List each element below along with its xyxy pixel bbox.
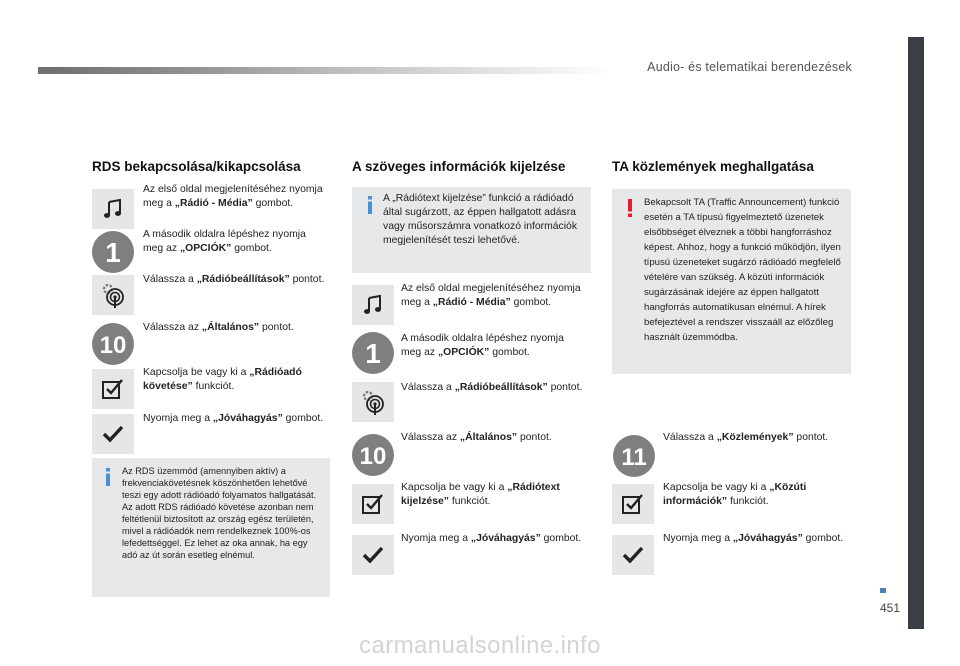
step-10-number: 10 [99,332,127,359]
col1-step-radio-settings: Válassza a „Rádióbeállítások” pontot. [143,274,325,285]
side-tab-strip [908,37,924,629]
step-1-number: 1 [105,237,121,268]
col2-step-radio-settings: Válassza a „Rádióbeállítások” pontot. [401,382,583,393]
toggle-checkbox-icon [612,484,654,524]
col1-info-text: Az RDS üzemmód (amennyiben aktív) a frekvenciakövetésnek köszönhetően lehetővé teszi egy adott rádióadó folyamatos hallgatását. Az adott RDS rádióadó követése azonban nem feltétlenül biztosított az ország egész területén, mivel a rádióadók nem rendelkeznek 100%-os lefedettséggel. Ez lehet az oka annak, ha egy adó az út során esetleg elnémul. [122,466,317,560]
col1-step-toggle: Kapcsolja be vagy ki a „Rádióadó követése” funkciót. [143,367,302,392]
col3-step-announcements: Válassza a „Közlemények” pontot. [663,432,829,443]
col2-step-radio-media: Az első oldal megjelenítéséhez nyomja meg a „Rádió - Média” gombot. [401,283,581,308]
step-10-number: 10 [359,443,387,470]
page-marker [880,588,886,593]
warning-icon [625,199,635,217]
col1-info-box [92,458,330,597]
col3-info-box [612,189,851,374]
step-1-icon [91,230,135,274]
step-10-icon [351,433,395,477]
header-gradient-bar [38,67,612,74]
col2-info-box [352,187,591,273]
watermark: carmanualsonline.info [359,632,601,659]
step-11-number: 11 [621,444,647,471]
music-note-icon [92,189,134,229]
checkmark-icon [352,535,394,575]
col2-step-general: Válassza az „Általános” pontot. [401,432,552,443]
step-1-number: 1 [365,338,381,369]
col2-step-confirm: Nyomja meg a „Jóváhagyás” gombot. [401,533,582,544]
page-number: 451 [879,601,900,615]
col2-title: A szöveges információk kijelzése [352,159,566,174]
step-10-icon [91,322,135,366]
radio-settings-icon [92,275,134,315]
col2-step-toggle: Kapcsolja be vagy ki a „Rádiótext kijelzése” funkciót. [401,482,560,507]
col1-title: RDS bekapcsolása/kikapcsolása [92,159,301,174]
info-icon [365,196,375,214]
col2-info-text: A „Rádiótext kijelzése” funkció a rádióadó által sugárzott, az éppen hallgatott adásra vagy műsorszámra vonatkozó információk megjelenítését teszi lehetővé. [383,193,578,246]
step-1-icon [351,331,395,375]
col1-step-options: A második oldalra lépéshez nyomja meg az „OPCIÓK” gombot. [143,229,306,254]
toggle-checkbox-icon [92,369,134,409]
toggle-checkbox-icon [352,484,394,524]
chapter-title: Audio- és telematikai berendezések [647,60,852,74]
col3-step-toggle: Kapcsolja be vagy ki a „Közúti információk” funkciót. [663,482,807,507]
col1-step-general: Válassza az „Általános” pontot. [143,322,294,333]
col1-step-confirm: Nyomja meg a „Jóváhagyás” gombot. [143,413,324,424]
checkmark-icon [92,414,134,454]
col3-info-text: Bekapcsolt TA (Traffic Announcement) funkció esetén a TA típusú figyelmeztető üzenetek elsőbbséget élveznek a többi hangforráshoz képest. Ahhoz, hogy a funkció működjön, ilyen típusú üzeneteket sugárzó rádióadó megfelelő vételére van szükség. A közúti információk sugárzásának idejére az éppen hallgatott hangforrás automatikusan elnémul. A hírek befejeztével a rendszer visszaáll az előzőleg használt üzemmódba. [644,197,841,343]
checkmark-icon [612,535,654,575]
radio-settings-icon [352,382,394,422]
col2-step-options: A második oldalra lépéshez nyomja meg az „OPCIÓK” gombot. [401,333,564,358]
col3-step-confirm: Nyomja meg a „Jóváhagyás” gombot. [663,533,844,544]
step-11-icon [612,434,656,478]
info-icon [103,468,113,486]
music-note-icon [352,285,394,325]
col3-title: TA közlemények meghallgatása [612,159,814,174]
col1-step-radio-media: Az első oldal megjelenítéséhez nyomja meg a „Rádió - Média” gombot. [143,184,323,209]
